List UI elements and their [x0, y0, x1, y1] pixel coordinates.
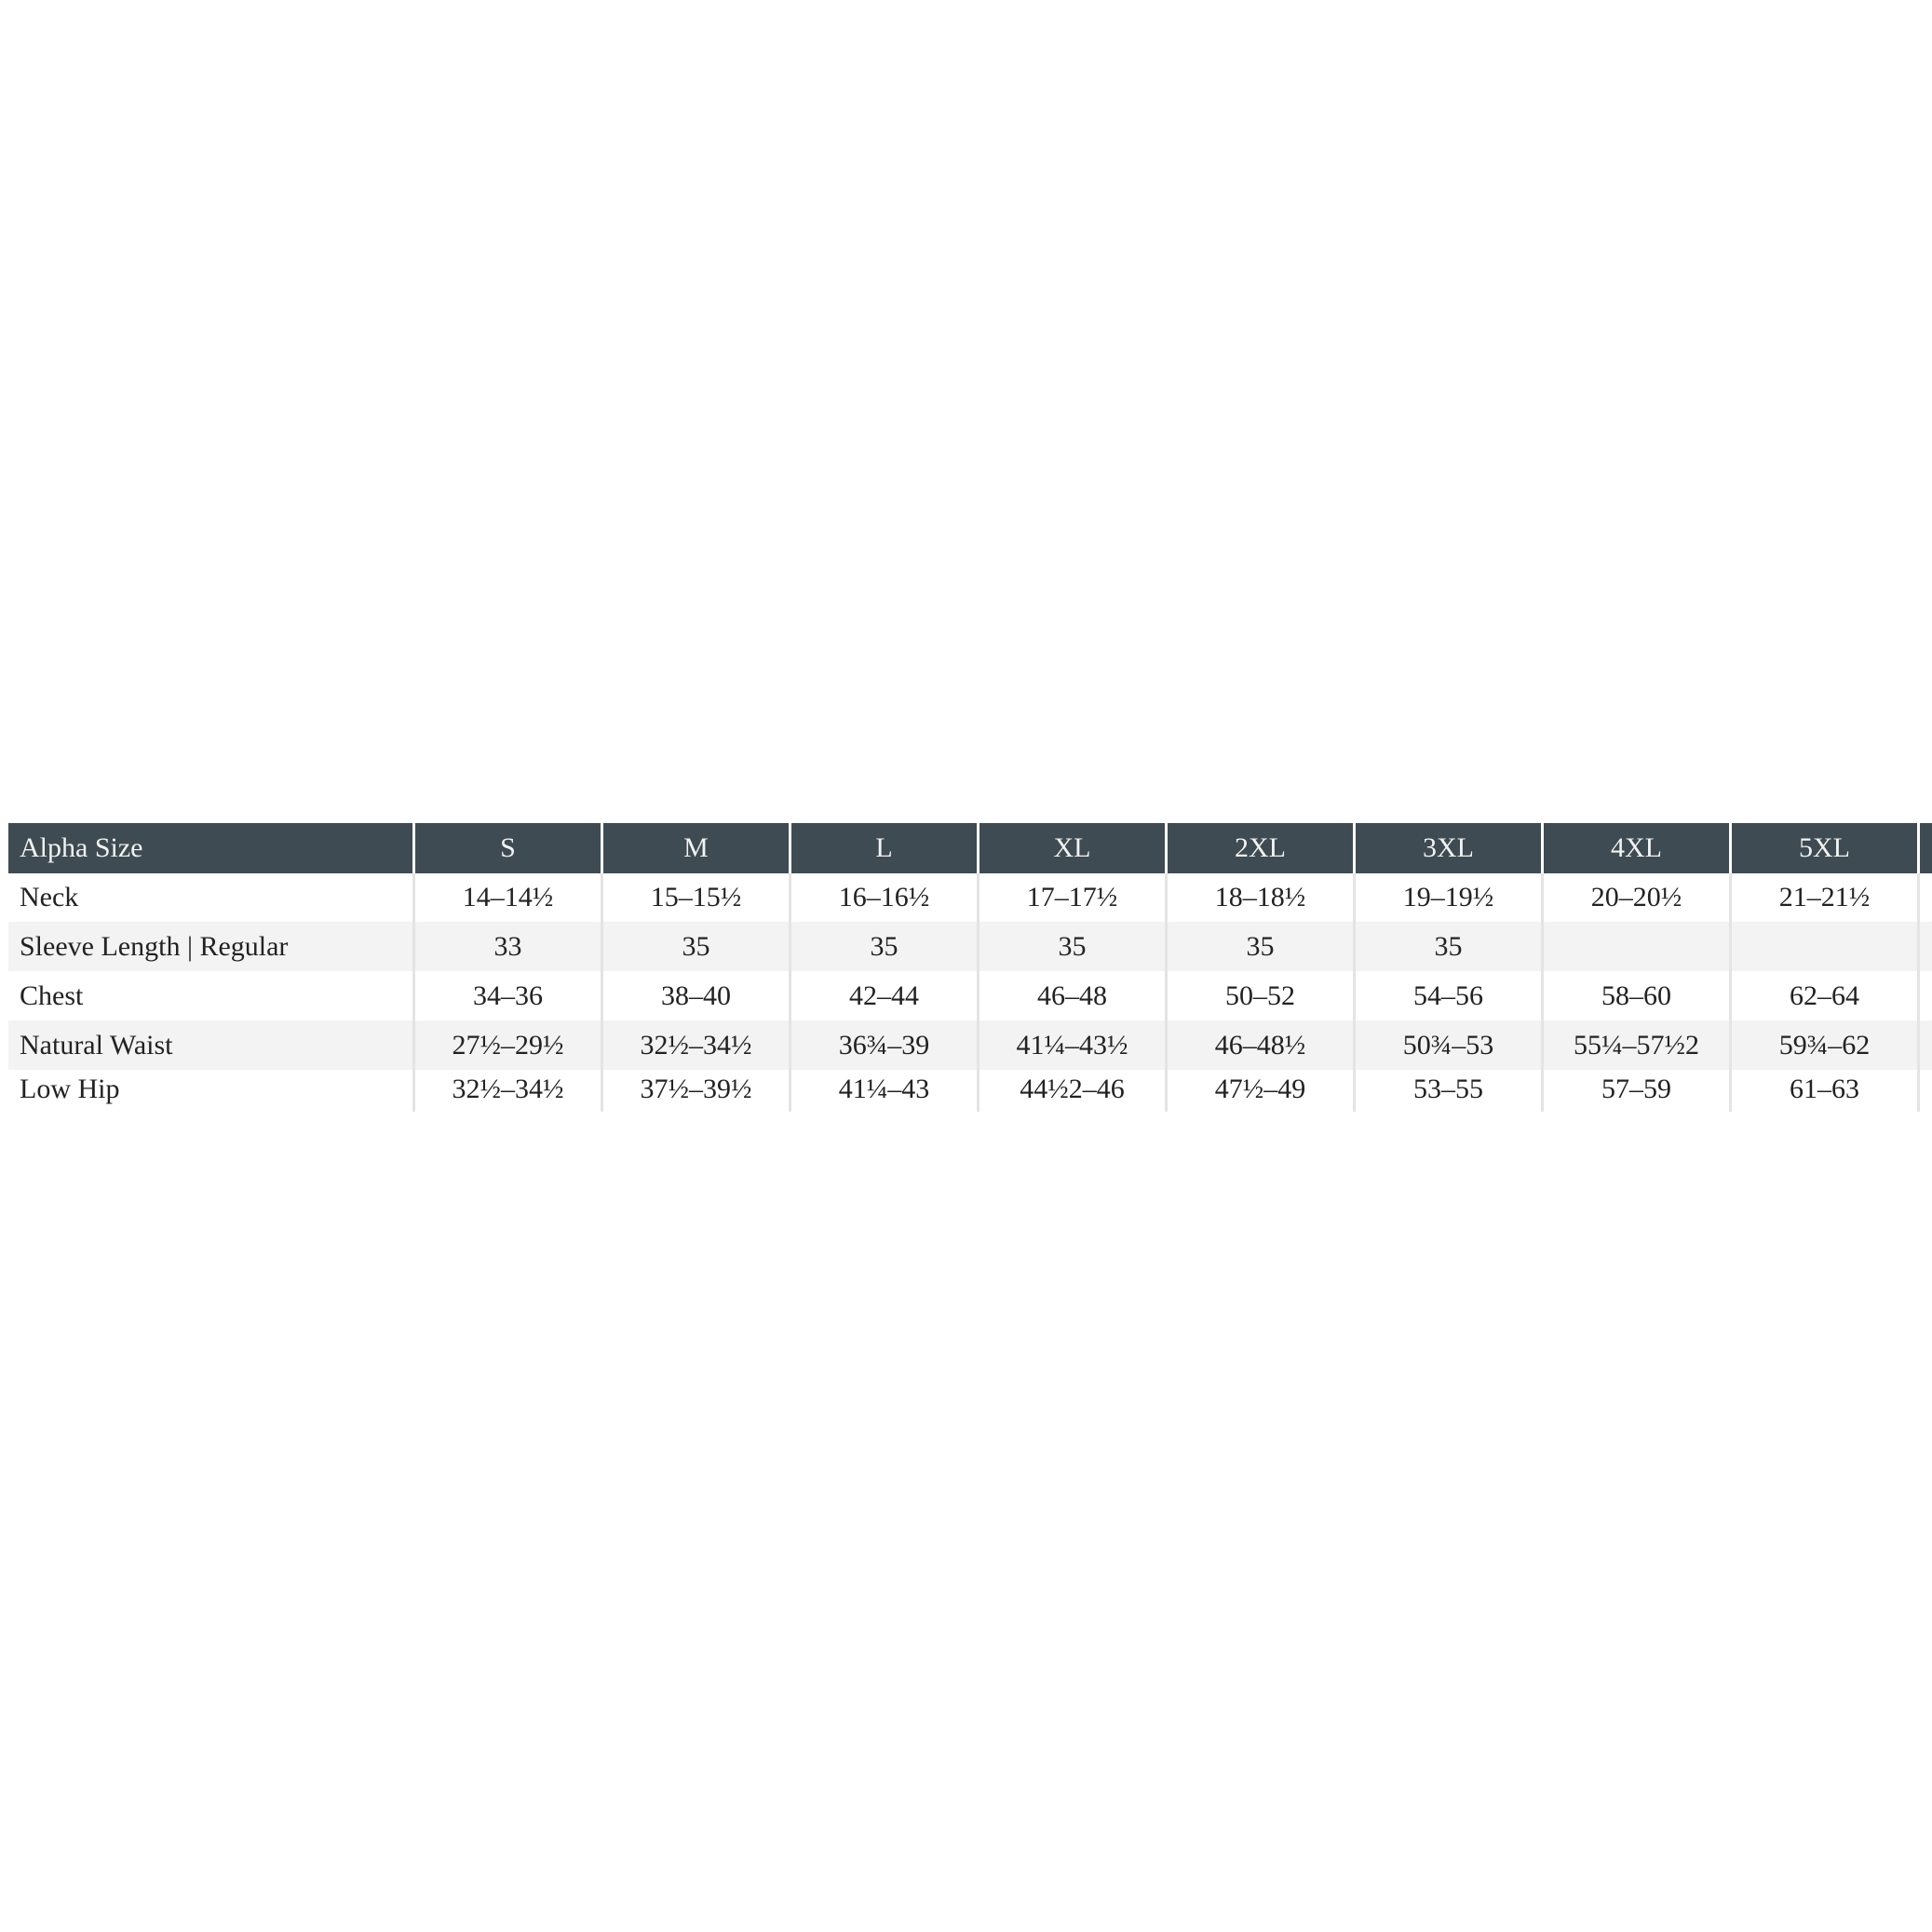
table-cell: 34–36	[415, 971, 603, 1020]
table-cell: 32½–34½	[603, 1020, 791, 1070]
header-cell-alpha-size: Alpha Size	[8, 823, 415, 873]
table-cell: 14–14½	[415, 873, 603, 922]
table-cell: 42–44	[791, 971, 980, 1020]
table-cell: 57–59	[1544, 1070, 1732, 1112]
table-cell: 35	[1356, 922, 1544, 971]
table-cell	[1920, 922, 1932, 971]
table-cell: 46–48	[980, 971, 1168, 1020]
table-cell: 61–63	[1732, 1070, 1920, 1112]
table-cell: 35	[791, 922, 980, 971]
table-cell: 35	[603, 922, 791, 971]
row-label: Sleeve Length | Regular	[8, 922, 415, 971]
table-cell	[1544, 922, 1732, 971]
table-cell: 37½–39½	[603, 1070, 791, 1112]
row-label: Low Hip	[8, 1070, 415, 1112]
size-chart-table-wrapper	[8, 823, 1932, 1114]
header-cell-2xl: 2XL	[1168, 823, 1356, 873]
table-cell: 46–48½	[1168, 1020, 1356, 1070]
table-row-natural-waist	[8, 1020, 1932, 1070]
table-cell: 36¾–39	[791, 1020, 980, 1070]
table-cell: 62–64	[1732, 971, 1920, 1020]
table-cell: 20–20½	[1544, 873, 1732, 922]
table-cell: 27½–29½	[415, 1020, 603, 1070]
header-cell-xl: XL	[980, 823, 1168, 873]
table-cell	[1920, 873, 1932, 922]
table-cell	[1732, 922, 1920, 971]
table-cell: 18–18½	[1168, 873, 1356, 922]
header-cell-3xl: 3XL	[1356, 823, 1544, 873]
table-cell: 19–19½	[1356, 873, 1544, 922]
table-cell	[1920, 971, 1932, 1020]
table-cell	[1920, 1070, 1932, 1112]
table-cell: 50–52	[1168, 971, 1356, 1020]
header-row	[8, 823, 1932, 873]
table-cell: 55¼–57½2	[1544, 1020, 1732, 1070]
header-cell-l: L	[791, 823, 980, 873]
table-cell: 32½–34½	[415, 1070, 603, 1112]
table-cell: 35	[980, 922, 1168, 971]
header-cell-4xl: 4XL	[1544, 823, 1732, 873]
table-cell: 59¾–62	[1732, 1020, 1920, 1070]
table-cell: 21–21½	[1732, 873, 1920, 922]
header-cell-5xl: 5XL	[1732, 823, 1920, 873]
table-cell: 53–55	[1356, 1070, 1544, 1112]
table-row-low-hip	[8, 1070, 1932, 1112]
size-chart-table	[8, 823, 1932, 1112]
header-cell-cut-off	[1920, 823, 1932, 873]
table-cell: 16–16½	[791, 873, 980, 922]
table-cell: 33	[415, 922, 603, 971]
table-row-chest	[8, 971, 1932, 1020]
table-cell: 41¼–43	[791, 1070, 980, 1112]
header-cell-s: S	[415, 823, 603, 873]
table-cell: 41¼–43½	[980, 1020, 1168, 1070]
table-cell: 47½–49	[1168, 1070, 1356, 1112]
table-cell: 15–15½	[603, 873, 791, 922]
table-cell: 54–56	[1356, 971, 1544, 1020]
header-cell-m: M	[603, 823, 791, 873]
table-cell: 50¾–53	[1356, 1020, 1544, 1070]
row-label: Chest	[8, 971, 415, 1020]
table-cell: 17–17½	[980, 873, 1168, 922]
table-cell: 35	[1168, 922, 1356, 971]
table-row-neck	[8, 873, 1932, 922]
table-cell: 44½2–46	[980, 1070, 1168, 1112]
table-cell: 58–60	[1544, 971, 1732, 1020]
table-cell	[1920, 1020, 1932, 1070]
row-label: Neck	[8, 873, 415, 922]
row-label: Natural Waist	[8, 1020, 415, 1070]
table-cell: 38–40	[603, 971, 791, 1020]
table-row-sleeve-length	[8, 922, 1932, 971]
